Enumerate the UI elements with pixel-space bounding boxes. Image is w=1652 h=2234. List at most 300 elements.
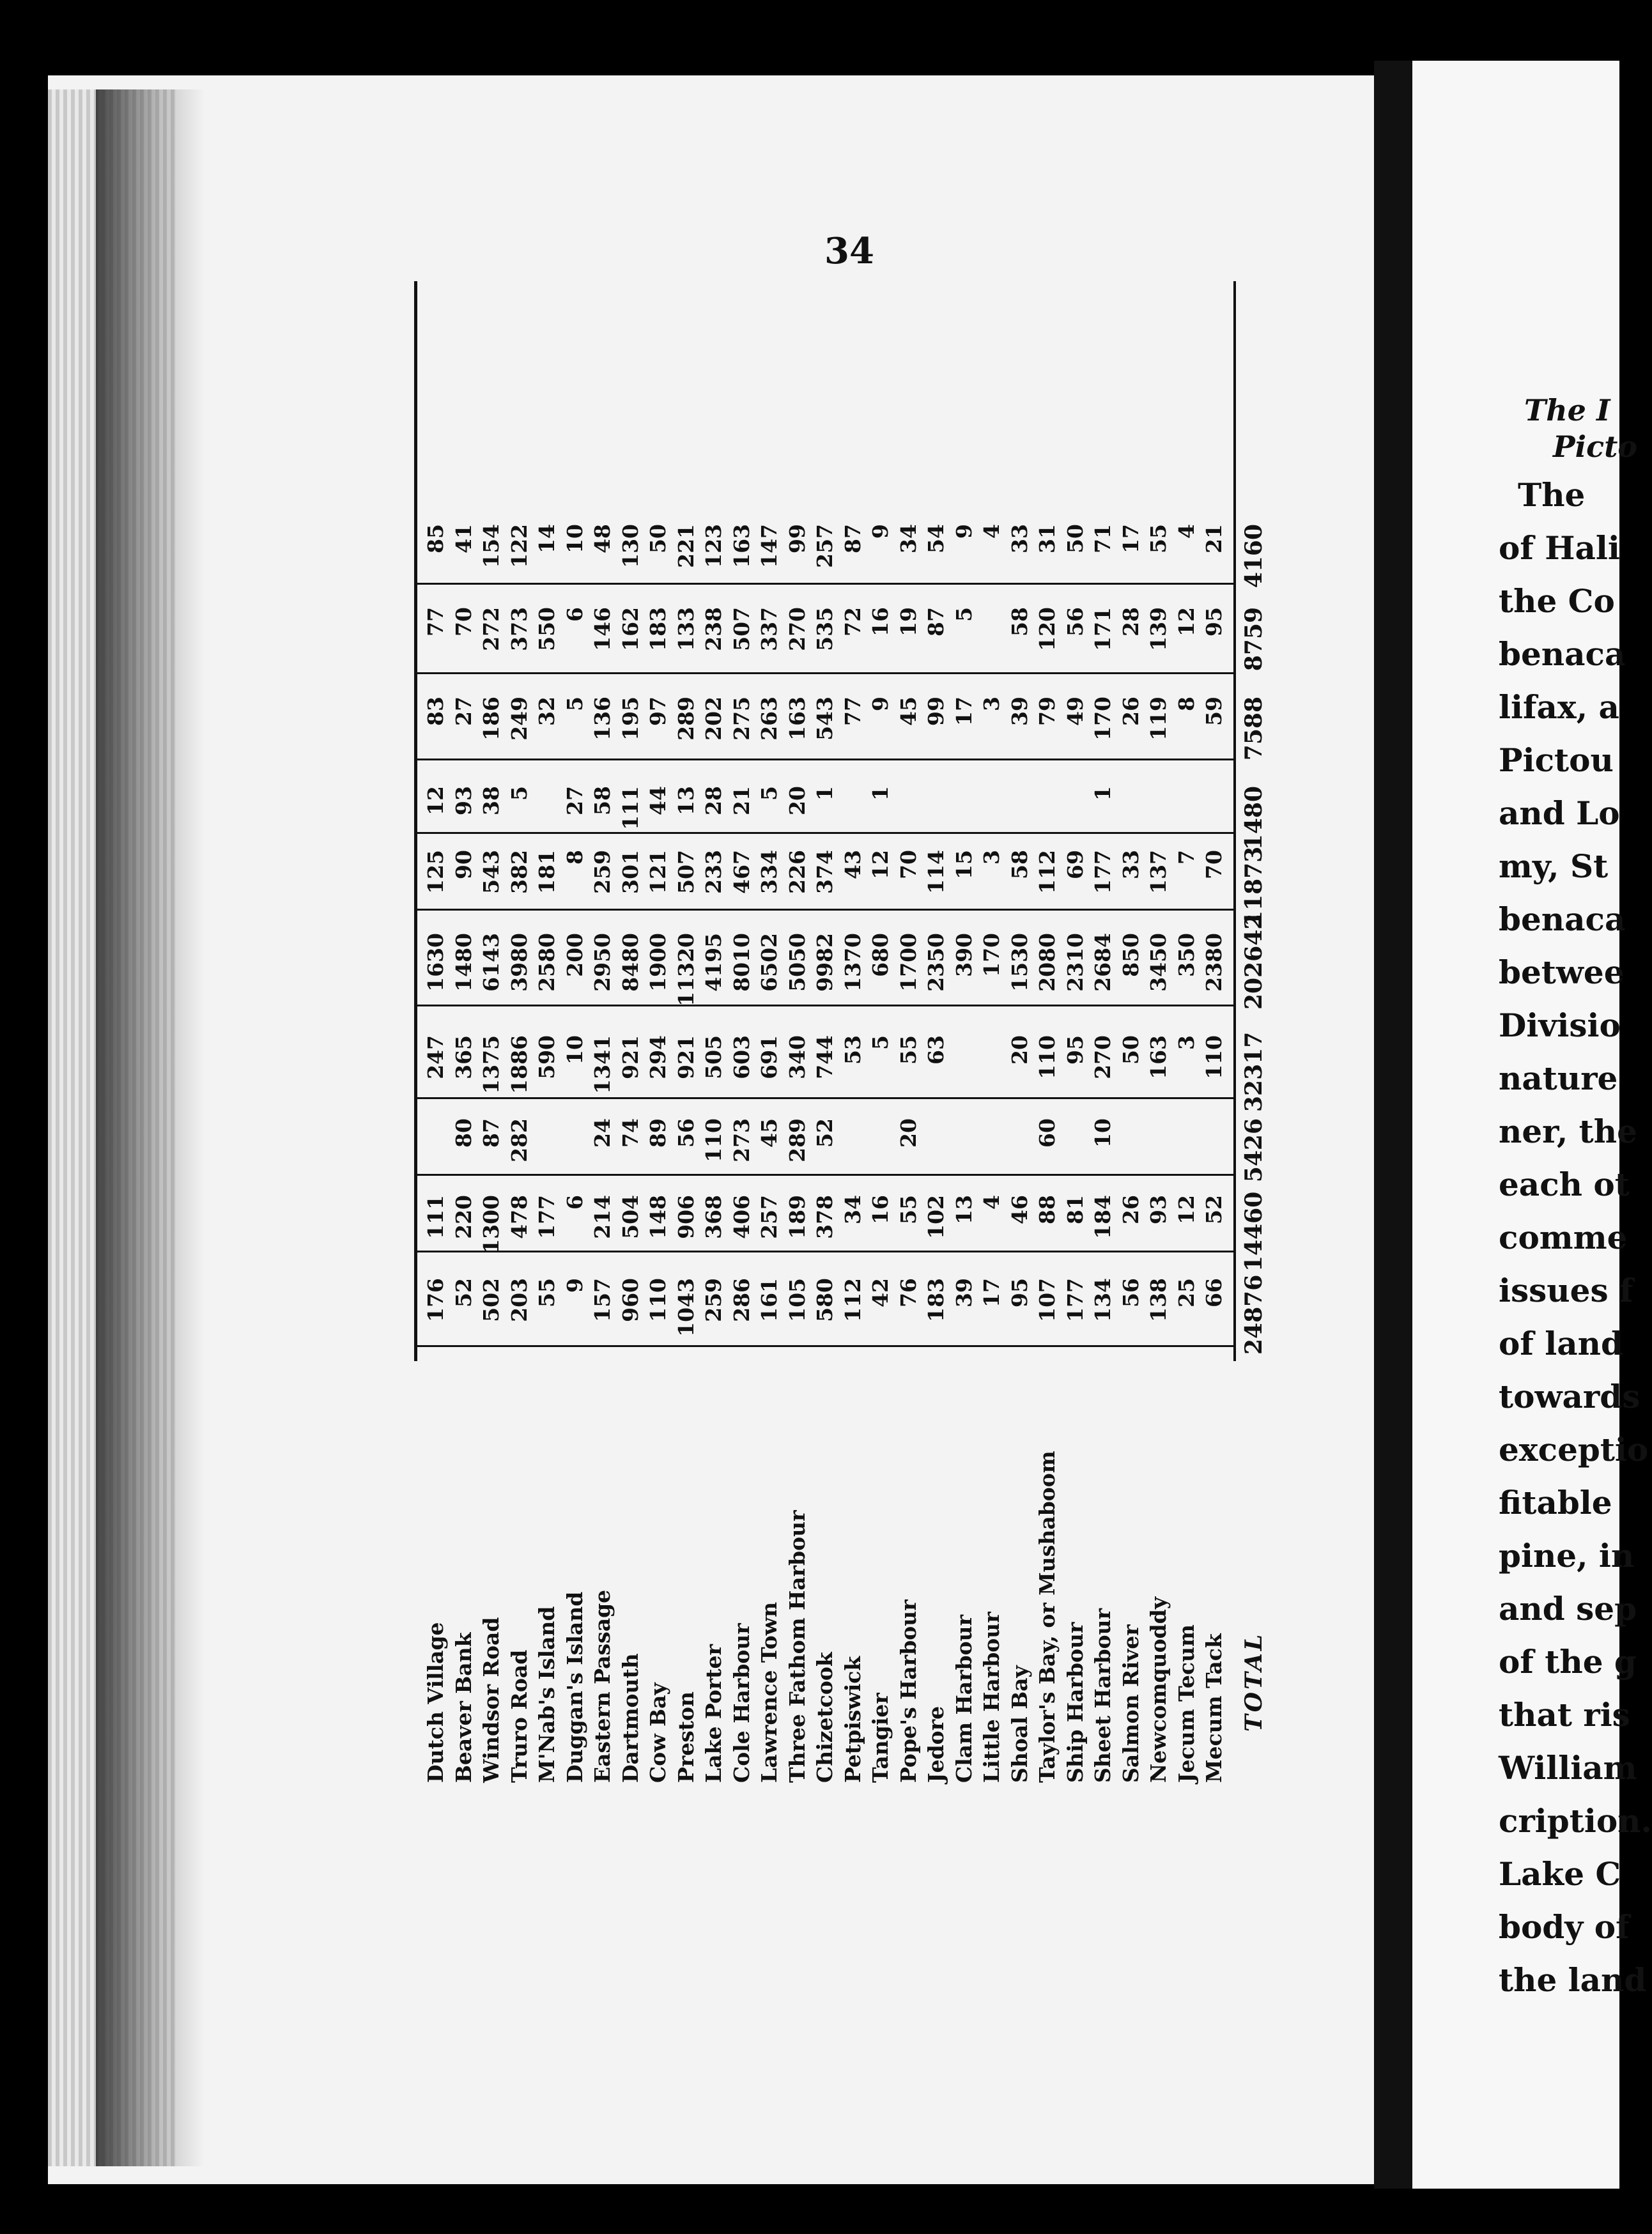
- table-cell: 176: [423, 1278, 448, 1322]
- table-cell: [1061, 1118, 1090, 1195]
- row-place-name: M'Nab's Island: [534, 1606, 559, 1783]
- table-cell: 107: [1035, 1278, 1060, 1322]
- table-cell: [1006, 786, 1034, 863]
- table-cell: 3: [979, 697, 1004, 711]
- table-cell: [561, 1118, 589, 1195]
- table-cell: 20: [1007, 1035, 1032, 1065]
- table-cell: 850: [1118, 933, 1143, 977]
- table-cell: 184: [1090, 1195, 1115, 1239]
- table-cell: 154: [479, 524, 504, 568]
- table-cell: 365: [451, 1035, 476, 1079]
- table-cell: 226: [784, 850, 810, 894]
- table-cell: 46: [1007, 1195, 1032, 1224]
- table-cell: 97: [645, 697, 670, 726]
- table-cell: 39: [951, 1278, 977, 1307]
- table-cell: 114: [923, 850, 948, 894]
- right-text-line: of the g: [1499, 1643, 1637, 1681]
- table-cell: 382: [506, 850, 532, 894]
- row-place-name: Little Harbour: [979, 1612, 1004, 1783]
- table-cell: [978, 1118, 1006, 1195]
- table-cell: 122: [506, 524, 532, 568]
- table-column-rule: [414, 909, 1233, 911]
- table-cell: 4195: [701, 933, 726, 992]
- table-cell: 59: [1201, 697, 1226, 726]
- right-text-line: exceptio: [1499, 1431, 1649, 1468]
- table-cell: 119: [1146, 697, 1171, 741]
- table-cell: 5: [951, 607, 977, 622]
- table-cell: 406: [729, 1195, 754, 1239]
- table-cell: 28: [1118, 607, 1143, 636]
- table-cell: [1173, 786, 1201, 863]
- right-text-line: issues f: [1499, 1272, 1633, 1309]
- table-cell: 378: [812, 1195, 837, 1239]
- row-place-name: Three Fathom Harbour: [784, 1510, 810, 1783]
- table-cell: 81: [1062, 1195, 1088, 1224]
- table-cell: 63: [923, 1035, 948, 1065]
- table-column-rule: [414, 1345, 1233, 1347]
- table-cell: [950, 1118, 978, 1195]
- table-cell: 12: [1173, 607, 1199, 636]
- table-row: [950, 275, 978, 1808]
- right-text-line: the land: [1499, 1961, 1647, 1999]
- table-cell: 56: [1118, 1278, 1143, 1307]
- table-cell: 8: [562, 850, 587, 865]
- table-cell: 138: [1146, 1278, 1171, 1322]
- table-cell: 55: [895, 1035, 921, 1065]
- table-cell: 28: [701, 786, 726, 815]
- table-cell: 543: [812, 697, 837, 741]
- row-place-name: Preston: [673, 1691, 699, 1783]
- table-cell: 157: [590, 1278, 615, 1322]
- table-cell: 130: [617, 524, 643, 568]
- table-cell: 1480: [1240, 786, 1267, 851]
- table-cell: 1: [812, 786, 837, 801]
- table-cell: 1: [1090, 786, 1115, 801]
- table-cell: 17: [979, 1278, 1004, 1307]
- table-cell: 8480: [617, 933, 643, 992]
- table-cell: 34: [840, 1195, 865, 1224]
- row-place-name: Salmon River: [1118, 1624, 1143, 1783]
- table-cell: 38: [479, 786, 504, 815]
- table-cell: 111: [617, 786, 643, 830]
- table-cell: 93: [451, 786, 476, 815]
- table-cell: 50: [645, 524, 670, 553]
- table-cell: [422, 1118, 450, 1195]
- table-cell: 110: [1201, 1035, 1226, 1079]
- table-cell: 257: [812, 524, 837, 568]
- table-row: [978, 275, 1006, 1808]
- right-text-line: fitable: [1499, 1484, 1612, 1521]
- table-cell: 60: [1035, 1118, 1060, 1148]
- table-cell: 90: [451, 850, 476, 879]
- table-row: [784, 275, 812, 1808]
- table-cell: 112: [1035, 850, 1060, 894]
- table-cell: 80: [451, 1118, 476, 1148]
- table-row: [1061, 275, 1090, 1808]
- table-cell: 270: [1090, 1035, 1115, 1079]
- right-heading-line-1: The I: [1524, 393, 1610, 428]
- table-cell: 95: [1007, 1278, 1032, 1307]
- table-cell: 202: [701, 697, 726, 741]
- table-row: [644, 275, 672, 1808]
- right-text-line: of land: [1499, 1325, 1623, 1362]
- table-cell: 50: [1062, 524, 1088, 553]
- row-place-name: Jecum Tecum: [1173, 1624, 1199, 1783]
- table-cell: 70: [451, 607, 476, 636]
- table-cell: 53: [840, 1035, 865, 1065]
- row-place-name: Duggan's Island: [562, 1591, 587, 1783]
- table-row: [617, 275, 645, 1808]
- right-text-line: towards: [1499, 1378, 1640, 1415]
- table-cell: 233: [701, 850, 726, 894]
- table-cell: 39: [1007, 697, 1032, 726]
- row-place-name: Cole Harbour: [729, 1623, 754, 1783]
- table-cell: 272: [479, 607, 504, 651]
- table-cell: 110: [701, 1118, 726, 1162]
- table-cell: [922, 786, 950, 863]
- table-cell: 16: [868, 1195, 893, 1224]
- row-place-name: Chizetcook: [812, 1652, 837, 1783]
- table-cell: 1900: [645, 933, 670, 992]
- table-cell: 249: [506, 697, 532, 741]
- table-cell: 45: [757, 1118, 782, 1148]
- table-cell: 181: [534, 850, 559, 894]
- row-place-name: Ship Harbour: [1062, 1622, 1088, 1783]
- table-cell: 12: [423, 786, 448, 815]
- row-place-name: Jedore: [923, 1706, 948, 1783]
- right-text-line: Pictou: [1499, 741, 1614, 779]
- row-place-name: Cow Bay: [645, 1683, 670, 1783]
- table-cell: 76: [895, 1278, 921, 1307]
- table-cell: 16: [868, 607, 893, 636]
- table-cell: 27: [451, 697, 476, 726]
- table-cell: 87: [840, 524, 865, 553]
- table-cell: 2380: [1201, 933, 1226, 992]
- table-cell: 56: [673, 1118, 699, 1148]
- table-cell: 110: [645, 1278, 670, 1322]
- page-number: 34: [824, 230, 874, 272]
- table-cell: 54: [923, 524, 948, 553]
- row-place-name: Beaver Bank: [451, 1632, 476, 1783]
- table-total-rule: [1233, 281, 1236, 1361]
- row-place-name: Lake Porter: [701, 1644, 726, 1783]
- right-text-line: benaca: [1499, 900, 1626, 938]
- right-text-line: cription.: [1499, 1802, 1652, 1840]
- table-row: [700, 275, 728, 1808]
- table-cell: [1061, 786, 1090, 863]
- table-cell: 8010: [729, 933, 754, 992]
- table-cell: 1300: [479, 1195, 504, 1254]
- table-cell: 1480: [451, 933, 476, 992]
- table-cell: 121: [645, 850, 670, 894]
- table-cell: 13: [951, 1195, 977, 1224]
- table-cell: 10: [1090, 1118, 1115, 1148]
- right-heading-line-2: Picto: [1553, 429, 1638, 464]
- row-place-name: Shoal Bay: [1007, 1665, 1032, 1783]
- table-cell: 374: [812, 850, 837, 894]
- table-cell: 136: [590, 697, 615, 741]
- row-place-name: Dutch Village: [423, 1622, 448, 1783]
- table-cell: 112: [840, 1278, 865, 1322]
- table-cell: 133: [673, 607, 699, 651]
- table-cell: 21: [729, 786, 754, 815]
- row-place-name: Clam Harbour: [951, 1614, 977, 1783]
- table-cell: 33: [1118, 850, 1143, 879]
- table-cell: 1341: [590, 1035, 615, 1094]
- table-row: [922, 275, 950, 1808]
- table-cell: 9: [951, 524, 977, 539]
- right-text-line: Divisio: [1499, 1006, 1621, 1044]
- table-cell: 238: [701, 607, 726, 651]
- right-text-line: my, St: [1499, 847, 1609, 885]
- table-cell: 19: [895, 607, 921, 636]
- table-cell: 691: [757, 1035, 782, 1079]
- table-cell: 44: [645, 786, 670, 815]
- table-cell: 21: [1201, 524, 1226, 553]
- table-cell: 6: [562, 1195, 587, 1210]
- table-cell: 170: [1090, 697, 1115, 741]
- table-cell: 24: [590, 1118, 615, 1148]
- table-cell: 12: [1173, 1195, 1199, 1224]
- binding-shadow: [96, 89, 205, 2166]
- table-cell: [978, 786, 1006, 863]
- right-text-line: ner, the: [1499, 1113, 1637, 1150]
- table-cell: 1043: [673, 1278, 699, 1337]
- table-cell: 45: [895, 697, 921, 726]
- table-cell: 270: [784, 607, 810, 651]
- table-cell: 960: [617, 1278, 643, 1322]
- table-cell: 2310: [1062, 933, 1088, 992]
- table-cell: 502: [479, 1278, 504, 1322]
- table-cell: 134: [1090, 1278, 1115, 1322]
- table-cell: 340: [784, 1035, 810, 1079]
- table-cell: 99: [784, 524, 810, 553]
- table-cell: 4: [1173, 524, 1199, 539]
- right-text-line: lifax, a: [1499, 688, 1619, 726]
- table-cell: 146: [590, 607, 615, 651]
- table-cell: 189: [784, 1195, 810, 1239]
- table-cell: 25: [1173, 1278, 1199, 1307]
- table-cell: 99: [923, 697, 948, 726]
- table-cell: [839, 786, 867, 863]
- table-cell: 535: [812, 607, 837, 651]
- table-cell: 195: [617, 697, 643, 741]
- table-cell: [978, 1035, 1006, 1112]
- table-cell: 41: [451, 524, 476, 553]
- table-cell: [1145, 786, 1173, 863]
- table-cell: 2080: [1035, 933, 1060, 992]
- right-text-line: and Lo: [1499, 794, 1620, 832]
- right-text-line: Lake C: [1499, 1855, 1621, 1893]
- table-row: [1006, 275, 1034, 1808]
- table-cell: [839, 1118, 867, 1195]
- table-cell: [1117, 1118, 1145, 1195]
- table-cell: 257: [757, 1195, 782, 1239]
- table-cell: 680: [868, 933, 893, 977]
- table-cell: [922, 1118, 950, 1195]
- table-cell: 921: [673, 1035, 699, 1079]
- table-cell: 71: [1090, 524, 1115, 553]
- total-label: TOTAL: [1240, 1631, 1267, 1732]
- table-column-rule: [414, 1251, 1233, 1252]
- table-cell: 83: [423, 697, 448, 726]
- book-gutter: [1374, 61, 1412, 2189]
- table-cell: 4160: [1240, 524, 1267, 589]
- table-cell: 12: [868, 850, 893, 879]
- right-text-line: and sep: [1499, 1590, 1637, 1628]
- table-column-rule: [414, 1005, 1233, 1006]
- table-cell: 9: [868, 697, 893, 711]
- table-cell: 5050: [784, 933, 810, 992]
- table-cell: 1530: [1007, 933, 1032, 992]
- table-cell: [533, 1118, 561, 1195]
- table-cell: 27: [562, 786, 587, 815]
- table-cell: 9: [868, 524, 893, 539]
- table-cell: 550: [534, 607, 559, 651]
- table-row: [895, 275, 923, 1808]
- table-cell: 58: [1007, 850, 1032, 879]
- row-place-name: Windsor Road: [479, 1617, 504, 1783]
- table-cell: 2950: [590, 933, 615, 992]
- table-cell: 123: [701, 524, 726, 568]
- table-cell: 87: [923, 607, 948, 636]
- table-cell: 34: [895, 524, 921, 553]
- table-row: [728, 275, 756, 1808]
- table-cell: 125: [423, 850, 448, 894]
- table-cell: 105: [784, 1278, 810, 1322]
- table-cell: 26: [1118, 1195, 1143, 1224]
- table-cell: 2580: [534, 933, 559, 992]
- table-cell: 5: [506, 786, 532, 801]
- row-place-name: Lawrence Town: [757, 1601, 782, 1783]
- table-row: [589, 275, 617, 1808]
- table-cell: 10: [562, 1035, 587, 1065]
- table-cell: [867, 1118, 895, 1195]
- table-cell: 505: [701, 1035, 726, 1079]
- table-cell: 171: [1090, 607, 1115, 651]
- table-cell: 202642: [1240, 913, 1267, 1010]
- table-row: [1145, 275, 1173, 1808]
- table-cell: 8759: [1240, 607, 1267, 672]
- right-text-line: The: [1518, 476, 1586, 514]
- row-place-name: Tangier: [868, 1693, 893, 1783]
- table-cell: 282: [506, 1118, 532, 1162]
- table-row: [561, 275, 589, 1808]
- table-row: [1089, 275, 1117, 1808]
- table-row: [1033, 275, 1061, 1808]
- table-cell: 8: [1173, 697, 1199, 711]
- table-cell: 5: [757, 786, 782, 801]
- table-cell: 42: [868, 1278, 893, 1307]
- table-cell: 289: [673, 697, 699, 741]
- table-cell: 183: [923, 1278, 948, 1322]
- table-cell: 52: [1201, 1195, 1226, 1224]
- table-cell: 77: [423, 607, 448, 636]
- table-cell: 88: [1035, 1195, 1060, 1224]
- table-cell: 603: [729, 1035, 754, 1079]
- row-place-name: Mecum Tack: [1201, 1633, 1226, 1783]
- table-cell: 4: [979, 1195, 1004, 1210]
- table-cell: 1886: [506, 1035, 532, 1094]
- table-cell: 507: [729, 607, 754, 651]
- table-cell: 3: [979, 850, 1004, 865]
- table-total-row: [1240, 275, 1268, 1808]
- row-place-name: Newcomquoddy: [1146, 1597, 1171, 1783]
- table-cell: 111: [423, 1195, 448, 1239]
- table-column-rule: [414, 759, 1233, 760]
- table-cell: 163: [784, 697, 810, 741]
- table-row: [839, 275, 867, 1808]
- table-row: [1173, 275, 1201, 1808]
- row-place-name: Petpiswick: [840, 1656, 865, 1783]
- table-cell: 580: [812, 1278, 837, 1322]
- table-cell: 478: [506, 1195, 532, 1239]
- table-row: [672, 275, 700, 1808]
- right-text-line: body of: [1499, 1908, 1630, 1946]
- table-cell: 507: [673, 850, 699, 894]
- table-cell: 14: [534, 524, 559, 553]
- table-cell: 148: [645, 1195, 670, 1239]
- table-row: [1117, 275, 1145, 1808]
- table-cell: 4: [979, 524, 1004, 539]
- table-cell: 590: [534, 1035, 559, 1079]
- table-cell: 24876: [1240, 1274, 1267, 1355]
- right-text-line: nature: [1499, 1059, 1618, 1097]
- table-cell: [1117, 786, 1145, 863]
- table-cell: 906: [673, 1195, 699, 1239]
- table-cell: 373: [506, 607, 532, 651]
- table-cell: [1006, 1118, 1034, 1195]
- table-cell: 32317: [1240, 1031, 1267, 1112]
- table-column-rule: [414, 1097, 1233, 1099]
- table-cell: 55: [534, 1278, 559, 1307]
- table-cell: 9: [562, 1278, 587, 1293]
- table-cell: 221: [673, 524, 699, 568]
- table-cell: 161: [757, 1278, 782, 1322]
- row-place-name: Pope's Harbour: [895, 1599, 921, 1783]
- table-cell: 11320: [673, 933, 699, 1006]
- table-cell: 350: [1173, 933, 1199, 977]
- right-text-line: betwee: [1499, 953, 1625, 991]
- right-text-line: comme: [1499, 1219, 1628, 1256]
- table-cell: 110: [1035, 1035, 1060, 1079]
- table-cell: 259: [701, 1278, 726, 1322]
- table-cell: 9982: [812, 933, 837, 992]
- table-column-rule: [414, 583, 1233, 585]
- table-cell: 3450: [1146, 933, 1171, 992]
- table-cell: 183: [645, 607, 670, 651]
- table-cell: 85: [423, 524, 448, 553]
- table-cell: 6502: [757, 933, 782, 992]
- table-cell: 66: [1201, 1278, 1226, 1307]
- table-cell: 14460: [1240, 1191, 1267, 1272]
- right-text-line: pine, in: [1499, 1537, 1635, 1575]
- right-page-text-area: [1412, 61, 1652, 2189]
- table-cell: [950, 1035, 978, 1112]
- statistics-table: [403, 275, 1285, 1808]
- table-cell: 2350: [923, 933, 948, 992]
- table-cell: 7588: [1240, 697, 1267, 761]
- table-cell: 186: [479, 697, 504, 741]
- table-row: [1200, 275, 1228, 1808]
- table-cell: 6143: [479, 933, 504, 992]
- table-cell: 467: [729, 850, 754, 894]
- table-cell: 77: [840, 697, 865, 726]
- table-cell: 200: [562, 933, 587, 977]
- table-cell: 58: [590, 786, 615, 815]
- table-cell: [1033, 786, 1061, 863]
- table-cell: [1173, 1118, 1201, 1195]
